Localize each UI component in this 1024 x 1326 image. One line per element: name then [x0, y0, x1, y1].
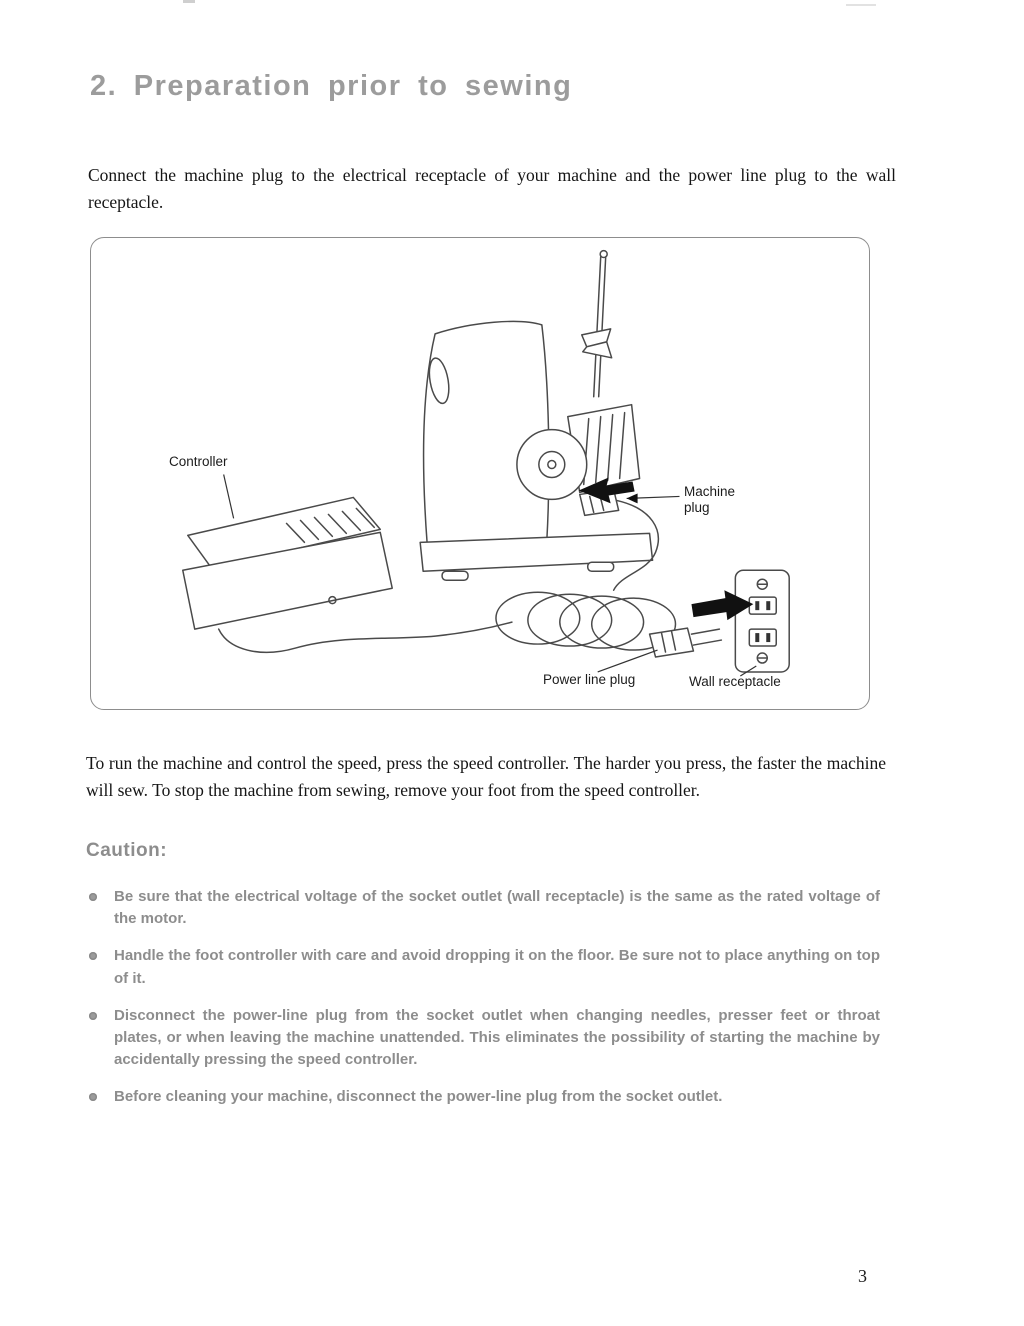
scan-artifact [183, 0, 195, 3]
bullet-icon [89, 952, 97, 960]
intro-paragraph: Connect the machine plug to the electrical receptacle of your machine and the power line plug to the wall receptacle. [88, 165, 896, 213]
page-number: 3 [858, 1266, 867, 1286]
caution-item [88, 886, 880, 930]
body-paragraph: To run the machine and control the speed, press the speed controller. The harder you press, the faster the machine will sew. To stop the machine from sewing, remove your foot from the speed controller. [86, 753, 886, 801]
bullet-icon [89, 893, 97, 901]
page-title: 2. Preparation prior to sewing [90, 70, 573, 102]
caution-list [88, 886, 880, 1124]
label-machine-plug: Machine plug [684, 484, 736, 516]
bullet-icon [89, 1012, 97, 1020]
label-wall-receptacle: Wall receptacle [689, 674, 781, 689]
bullet-icon [89, 1093, 97, 1101]
caution-item-text: Before cleaning your machine, disconnect the power-line plug from the socket outlet. [114, 1088, 723, 1106]
caution-item-text: Handle the foot controller with care and avoid dropping it on the floor. Be sure not to place anything on top of it. [114, 947, 880, 987]
sewing-machine-illustration [91, 238, 869, 709]
label-controller: Controller [169, 454, 228, 469]
caution-item [88, 1005, 880, 1072]
label-power-line-plug: Power line plug [543, 672, 636, 687]
caution-item [88, 1086, 880, 1108]
scan-artifact [846, 4, 876, 6]
caution-item-text: Be sure that the electrical voltage of the socket outlet (wall receptacle) is the same as the rated voltage of the motor. [114, 888, 880, 928]
figure-box [90, 237, 870, 710]
caution-item-text: Disconnect the power-line plug from the socket outlet when changing needles, presser feet or throat plates, or when leaving the machine unattended. This eliminates the possibility of starting the machine by accidentally pressing the speed controller. [114, 1006, 880, 1069]
caution-heading: Caution: [86, 840, 168, 861]
caution-item [88, 945, 880, 989]
